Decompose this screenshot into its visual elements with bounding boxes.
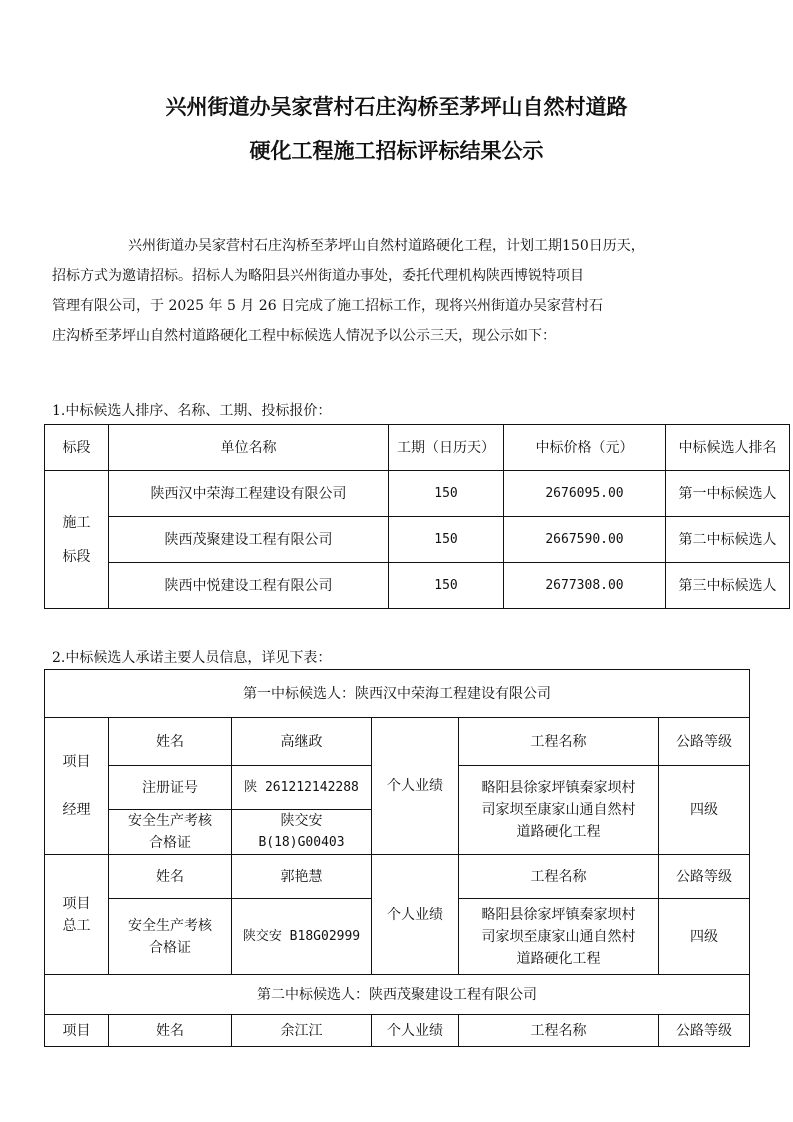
personnel-table	[44, 669, 750, 1047]
pm-name: 高继政	[232, 718, 372, 766]
project-manager-label: 项目	[45, 1015, 109, 1047]
registration-number: 陕 261212142288	[232, 766, 372, 810]
company-cell: 陕西茂聚建设工程有限公司	[109, 517, 389, 563]
project-name-line-1: 略阳县徐家坪镇秦家坝村	[481, 780, 636, 796]
pm-name: 余江江	[232, 1015, 372, 1047]
project-name-line-2: 司家坝至康家山通自然村	[481, 802, 636, 818]
road-grade-cell: 四级	[659, 766, 750, 855]
intro-paragraph	[52, 231, 744, 351]
road-grade-label: 公路等级	[659, 1015, 750, 1047]
safety-label-line-1: 安全生产考核	[128, 813, 212, 829]
project-name-line-3: 道路硬化工程	[516, 950, 601, 967]
period-cell: 150	[389, 517, 504, 563]
candidate-2-title-row	[45, 975, 750, 1015]
intro-line-1: 兴州街道办吴家营村石庄沟桥至茅坪山自然村道路硬化工程，计划工期150日历天，	[128, 238, 645, 254]
rank-cell: 第一中标候选人	[666, 471, 790, 517]
header-period: 工期（日历天）	[389, 425, 504, 471]
period-cell: 150	[389, 471, 504, 517]
safety-label-line-2: 合格证	[149, 835, 191, 851]
te-name: 郭艳慧	[232, 855, 372, 899]
safety-cert-label	[109, 810, 232, 855]
section-label-cell	[45, 471, 109, 609]
pm-label-line-2: 经理	[62, 802, 91, 818]
price-cell: 2676095.00	[504, 471, 666, 517]
rank-cell: 第三中标候选人	[666, 563, 790, 609]
project-manager-label	[45, 718, 109, 855]
pm-label-line-1: 项目	[62, 754, 91, 770]
rank-cell: 第二中标候选人	[666, 517, 790, 563]
project-name-line-3: 道路硬化工程	[516, 824, 601, 840]
road-grade-label: 公路等级	[659, 855, 750, 899]
period-cell: 150	[389, 563, 504, 609]
project-name-line-2: 司家坝至康家山通自然村	[481, 928, 636, 945]
intro-line-3: 管理有限公司，于 2025 年 5 月 26 日完成了施工招标工作，现将兴州街道办吴家营村石	[52, 298, 604, 314]
safety-label-line-1: 安全生产考核	[128, 917, 212, 934]
te-label-line-2: 总工	[62, 917, 91, 934]
candidate-1-title: 第一中标候选人：陕西汉中荣海工程建设有限公司	[45, 670, 750, 718]
name-label: 姓名	[109, 855, 232, 899]
section-label-line-1: 施工	[62, 514, 91, 531]
performance-label: 个人业绩	[372, 1015, 459, 1047]
project-name-label: 工程名称	[459, 1015, 659, 1047]
candidate-1-title-row	[45, 670, 750, 718]
company-cell: 陕西中悦建设工程有限公司	[109, 563, 389, 609]
section-2-heading: 2.中标候选人承诺主要人员信息，详见下表：	[52, 650, 332, 666]
document-title-line-1: 兴州街道办吴家营村石庄沟桥至茅坪山自然村道路	[165, 95, 628, 119]
table-row	[45, 563, 790, 609]
intro-line-4: 庄沟桥至茅坪山自然村道路硬化工程中标候选人情况予以公示三天，现公示如下：	[52, 328, 556, 344]
name-label: 姓名	[109, 718, 232, 766]
section-label-line-2: 标段	[62, 548, 91, 565]
project-name-cell	[459, 766, 659, 855]
registration-label: 注册证号	[109, 766, 232, 810]
pm-safety-line-2: B(18)G00403	[258, 835, 345, 850]
candidate-ranking-table	[44, 424, 790, 609]
safety-cert-label	[109, 899, 232, 975]
table-row	[45, 471, 790, 517]
table-row	[45, 517, 790, 563]
performance-label: 个人业绩	[372, 718, 459, 855]
header-section: 标段	[45, 425, 109, 471]
project-name-label: 工程名称	[459, 855, 659, 899]
pm-safety-line-1: 陕交安	[280, 813, 323, 829]
price-cell: 2667590.00	[504, 517, 666, 563]
intro-line-2: 招标方式为邀请招标。招标人为略阳县兴州街道办事处，委托代理机构陕西博锐特项目	[52, 268, 584, 284]
te-label-line-1: 项目	[62, 895, 91, 912]
technical-engineer-label	[45, 855, 109, 975]
safety-label-line-2: 合格证	[149, 939, 191, 956]
pm-safety-cert	[232, 810, 372, 855]
header-company: 单位名称	[109, 425, 389, 471]
table-header-row	[45, 425, 790, 471]
header-price: 中标价格（元）	[504, 425, 666, 471]
performance-label: 个人业绩	[372, 855, 459, 975]
table-row	[45, 1015, 750, 1047]
table-row	[45, 855, 750, 899]
road-grade-label: 公路等级	[659, 718, 750, 766]
header-rank: 中标候选人排名	[666, 425, 790, 471]
name-label: 姓名	[109, 1015, 232, 1047]
document-title-line-2: 硬化工程施工招标评标结果公示	[249, 139, 544, 163]
table-row	[45, 718, 750, 766]
candidate-2-title: 第二中标候选人：陕西茂聚建设工程有限公司	[45, 975, 750, 1015]
project-name-label: 工程名称	[459, 718, 659, 766]
project-name-line-1: 略阳县徐家坪镇秦家坝村	[481, 906, 636, 923]
company-cell: 陕西汉中荣海工程建设有限公司	[109, 471, 389, 517]
te-safety-cert: 陕交安 B18G02999	[232, 899, 372, 975]
road-grade-cell: 四级	[659, 899, 750, 975]
project-name-cell	[459, 899, 659, 975]
section-1-heading: 1.中标候选人排序、名称、工期、投标报价：	[52, 403, 332, 419]
price-cell: 2677308.00	[504, 563, 666, 609]
